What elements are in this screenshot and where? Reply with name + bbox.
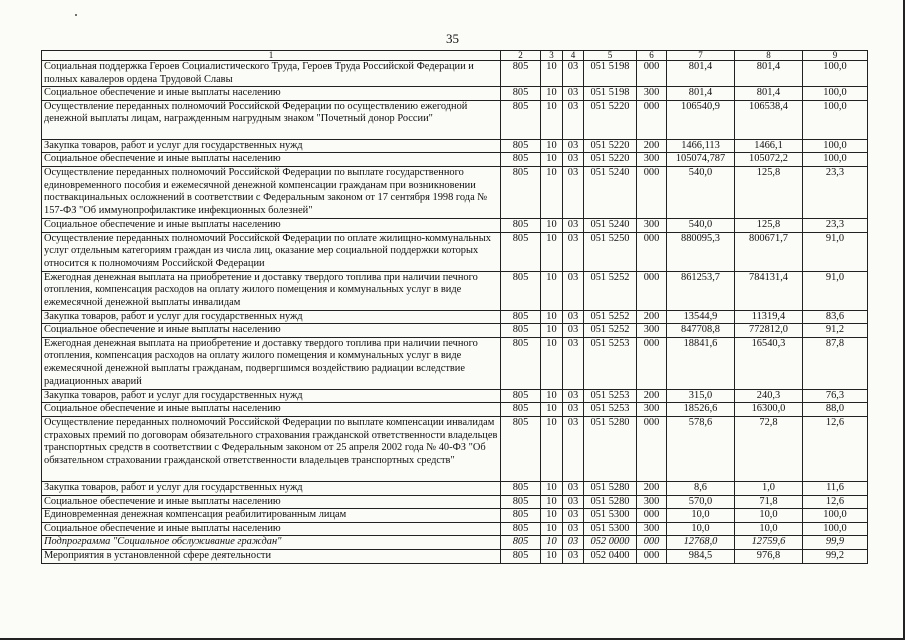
cell-c2: 805 — [501, 271, 541, 310]
cell-c9: 12,6 — [803, 416, 868, 481]
cell-c8: 10,0 — [735, 522, 803, 536]
cell-c5: 051 5220 — [584, 153, 637, 167]
cell-c8: 784131,4 — [735, 271, 803, 310]
cell-c6: 300 — [637, 403, 667, 417]
col-header: 5 — [584, 51, 637, 61]
cell-c8: 976,8 — [735, 549, 803, 563]
cell-c2: 805 — [501, 416, 541, 481]
cell-c6: 000 — [637, 232, 667, 271]
cell-c9: 91,2 — [803, 324, 868, 338]
table-row — [42, 166, 868, 218]
cell-c4: 03 — [563, 271, 584, 310]
cell-c5: 051 5220 — [584, 139, 637, 153]
row-label: Социальное обеспечение и иные выплаты населению — [42, 403, 501, 417]
cell-c7: 861253,7 — [667, 271, 735, 310]
cell-c3: 10 — [541, 337, 563, 389]
cell-c4: 03 — [563, 100, 584, 139]
cell-c3: 10 — [541, 139, 563, 153]
cell-c7: 18841,6 — [667, 337, 735, 389]
cell-c4: 03 — [563, 536, 584, 550]
cell-c2: 805 — [501, 403, 541, 417]
cell-c2: 805 — [501, 509, 541, 523]
row-label: Ежегодная денежная выплата на приобретение и доставку твердого топлива при наличии печного отопления, компенсация расходов на оплату жилого помещения и коммунальных услуг в виде ежемесячной денежной выплаты гражданам, подвергшимся воздействию радиации вследствие радиационных аварий — [42, 337, 501, 389]
cell-c3: 10 — [541, 324, 563, 338]
cell-c6: 300 — [637, 87, 667, 101]
cell-c6: 300 — [637, 153, 667, 167]
table-row — [42, 337, 868, 389]
cell-c4: 03 — [563, 416, 584, 481]
cell-c7: 13544,9 — [667, 310, 735, 324]
table-row — [42, 495, 868, 509]
row-label: Социальное обеспечение и иные выплаты населению — [42, 218, 501, 232]
cell-c5: 051 5252 — [584, 310, 637, 324]
col-header: 3 — [541, 51, 563, 61]
table-row — [42, 522, 868, 536]
cell-c9: 12,6 — [803, 495, 868, 509]
cell-c7: 8,6 — [667, 481, 735, 495]
cell-c6: 000 — [637, 509, 667, 523]
table-row — [42, 61, 868, 87]
table-body — [42, 61, 868, 564]
cell-c2: 805 — [501, 310, 541, 324]
row-label: Закупка товаров, работ и услуг для государственных нужд — [42, 310, 501, 324]
col-header: 6 — [637, 51, 667, 61]
table-row — [42, 310, 868, 324]
cell-c7: 570,0 — [667, 495, 735, 509]
cell-c3: 10 — [541, 100, 563, 139]
cell-c8: 16540,3 — [735, 337, 803, 389]
cell-c7: 847708,8 — [667, 324, 735, 338]
cell-c2: 805 — [501, 139, 541, 153]
cell-c3: 10 — [541, 495, 563, 509]
cell-c5: 051 5252 — [584, 271, 637, 310]
cell-c4: 03 — [563, 218, 584, 232]
cell-c6: 000 — [637, 416, 667, 481]
cell-c3: 10 — [541, 416, 563, 481]
cell-c4: 03 — [563, 87, 584, 101]
row-label: Осуществление переданных полномочий Российской Федерации по оплате жилищно-коммунальных услуг отдельным категориям граждан из числа лиц, оказание мер социальной поддержки которых относится к полномочиям Российской Федерации — [42, 232, 501, 271]
col-header: 7 — [667, 51, 735, 61]
cell-c2: 805 — [501, 389, 541, 403]
cell-c4: 03 — [563, 61, 584, 87]
cell-c7: 880095,3 — [667, 232, 735, 271]
table-row — [42, 549, 868, 563]
cell-c3: 10 — [541, 87, 563, 101]
cell-c2: 805 — [501, 481, 541, 495]
cell-c3: 10 — [541, 522, 563, 536]
cell-c6: 000 — [637, 61, 667, 87]
cell-c2: 805 — [501, 324, 541, 338]
table-row — [42, 536, 868, 550]
cell-c5: 051 5252 — [584, 324, 637, 338]
cell-c9: 91,0 — [803, 271, 868, 310]
row-label: Закупка товаров, работ и услуг для государственных нужд — [42, 389, 501, 403]
cell-c3: 10 — [541, 61, 563, 87]
table-row — [42, 87, 868, 101]
cell-c3: 10 — [541, 153, 563, 167]
row-label: Закупка товаров, работ и услуг для государственных нужд — [42, 481, 501, 495]
cell-c9: 100,0 — [803, 139, 868, 153]
cell-c5: 051 5220 — [584, 100, 637, 139]
cell-c5: 052 0000 — [584, 536, 637, 550]
cell-c2: 805 — [501, 153, 541, 167]
cell-c7: 1466,113 — [667, 139, 735, 153]
cell-c3: 10 — [541, 536, 563, 550]
cell-c7: 315,0 — [667, 389, 735, 403]
cell-c5: 051 5280 — [584, 416, 637, 481]
cell-c8: 801,4 — [735, 87, 803, 101]
cell-c6: 000 — [637, 536, 667, 550]
cell-c2: 805 — [501, 166, 541, 218]
cell-c3: 10 — [541, 310, 563, 324]
col-header: 1 — [42, 51, 501, 61]
row-label: Закупка товаров, работ и услуг для государственных нужд — [42, 139, 501, 153]
table-row — [42, 403, 868, 417]
cell-c7: 10,0 — [667, 522, 735, 536]
cell-c3: 10 — [541, 232, 563, 271]
cell-c9: 76,3 — [803, 389, 868, 403]
cell-c4: 03 — [563, 389, 584, 403]
cell-c9: 100,0 — [803, 509, 868, 523]
cell-c9: 23,3 — [803, 218, 868, 232]
row-label: Осуществление переданных полномочий Российской Федерации по выплате компенсации инвалидам страховых премий по договорам обязательного страхования гражданской ответственности владельцев транспортных средств в соответствии с Федеральным законом от 25 апреля 2002 года № 40-ФЗ "Об обязательном страховании гражданской ответственности владельцев транспортных средств" — [42, 416, 501, 481]
cell-c2: 805 — [501, 232, 541, 271]
cell-c2: 805 — [501, 536, 541, 550]
cell-c8: 125,8 — [735, 166, 803, 218]
speck — [75, 14, 77, 16]
cell-c9: 100,0 — [803, 61, 868, 87]
table-row — [42, 389, 868, 403]
cell-c9: 99,9 — [803, 536, 868, 550]
cell-c8: 801,4 — [735, 61, 803, 87]
cell-c9: 100,0 — [803, 153, 868, 167]
cell-c5: 051 5300 — [584, 522, 637, 536]
row-label: Социальное обеспечение и иные выплаты населению — [42, 495, 501, 509]
cell-c8: 72,8 — [735, 416, 803, 481]
cell-c8: 800671,7 — [735, 232, 803, 271]
cell-c7: 801,4 — [667, 61, 735, 87]
cell-c7: 10,0 — [667, 509, 735, 523]
cell-c8: 1,0 — [735, 481, 803, 495]
budget-table — [41, 50, 868, 564]
table-row — [42, 509, 868, 523]
table-row — [42, 153, 868, 167]
cell-c4: 03 — [563, 495, 584, 509]
cell-c4: 03 — [563, 324, 584, 338]
cell-c9: 91,0 — [803, 232, 868, 271]
cell-c3: 10 — [541, 218, 563, 232]
cell-c7: 984,5 — [667, 549, 735, 563]
cell-c9: 100,0 — [803, 522, 868, 536]
cell-c9: 83,6 — [803, 310, 868, 324]
cell-c8: 125,8 — [735, 218, 803, 232]
page-number: 35 — [446, 31, 459, 46]
row-label: Ежегодная денежная выплата на приобретение и доставку твердого топлива при наличии печного отопления, компенсация расходов на оплату жилого помещения и коммунальных услуг в виде ежемесячной денежной выплаты инвалидам — [42, 271, 501, 310]
cell-c7: 540,0 — [667, 218, 735, 232]
cell-c6: 000 — [637, 100, 667, 139]
cell-c9: 100,0 — [803, 87, 868, 101]
cell-c8: 1466,1 — [735, 139, 803, 153]
cell-c5: 051 5240 — [584, 166, 637, 218]
cell-c4: 03 — [563, 153, 584, 167]
cell-c9: 88,0 — [803, 403, 868, 417]
cell-c7: 105074,787 — [667, 153, 735, 167]
cell-c3: 10 — [541, 509, 563, 523]
cell-c5: 051 5253 — [584, 389, 637, 403]
cell-c6: 200 — [637, 139, 667, 153]
cell-c6: 300 — [637, 218, 667, 232]
cell-c4: 03 — [563, 549, 584, 563]
table-row — [42, 139, 868, 153]
cell-c7: 540,0 — [667, 166, 735, 218]
cell-c6: 200 — [637, 389, 667, 403]
cell-c4: 03 — [563, 166, 584, 218]
cell-c3: 10 — [541, 549, 563, 563]
table-row — [42, 416, 868, 481]
cell-c4: 03 — [563, 403, 584, 417]
cell-c2: 805 — [501, 549, 541, 563]
cell-c2: 805 — [501, 87, 541, 101]
cell-c6: 200 — [637, 310, 667, 324]
cell-c6: 000 — [637, 166, 667, 218]
cell-c6: 000 — [637, 549, 667, 563]
row-label: Осуществление переданных полномочий Российской Федерации по осуществлению ежегодной денежной выплаты лицам, награжденным нагрудным знаком "Почетный донор России" — [42, 100, 501, 139]
table-row — [42, 271, 868, 310]
cell-c3: 10 — [541, 403, 563, 417]
table-row — [42, 481, 868, 495]
row-label: Социальное обеспечение и иные выплаты населению — [42, 153, 501, 167]
cell-c8: 16300,0 — [735, 403, 803, 417]
cell-c7: 106540,9 — [667, 100, 735, 139]
row-label: Единовременная денежная компенсация реабилитированным лицам — [42, 509, 501, 523]
cell-c5: 051 5253 — [584, 403, 637, 417]
cell-c3: 10 — [541, 389, 563, 403]
cell-c8: 105072,2 — [735, 153, 803, 167]
row-label: Социальное обеспечение и иные выплаты населению — [42, 522, 501, 536]
cell-c6: 300 — [637, 324, 667, 338]
row-label: Мероприятия в установленной сфере деятельности — [42, 549, 501, 563]
cell-c9: 23,3 — [803, 166, 868, 218]
row-label: Осуществление переданных полномочий Российской Федерации по выплате государственного единовременного пособия и ежемесячной денежной компенсации гражданам при возникновении поствакцинальных осложнений в соответствии с Федеральным законом от 17 сентября 1998 года № 157-ФЗ "Об иммунопрофилактике инфекционных болезней" — [42, 166, 501, 218]
cell-c7: 578,6 — [667, 416, 735, 481]
cell-c5: 051 5198 — [584, 61, 637, 87]
cell-c8: 12759,6 — [735, 536, 803, 550]
cell-c7: 18526,6 — [667, 403, 735, 417]
cell-c2: 805 — [501, 522, 541, 536]
cell-c5: 051 5250 — [584, 232, 637, 271]
row-label: Социальное обеспечение и иные выплаты населению — [42, 324, 501, 338]
cell-c5: 051 5280 — [584, 481, 637, 495]
row-label: Социальное обеспечение и иные выплаты населению — [42, 87, 501, 101]
cell-c5: 051 5240 — [584, 218, 637, 232]
cell-c5: 051 5300 — [584, 509, 637, 523]
cell-c6: 300 — [637, 522, 667, 536]
cell-c5: 051 5253 — [584, 337, 637, 389]
cell-c5: 052 0400 — [584, 549, 637, 563]
row-label: Подпрограмма "Социальное обслуживание граждан" — [42, 536, 501, 550]
cell-c6: 000 — [637, 271, 667, 310]
cell-c5: 051 5280 — [584, 495, 637, 509]
cell-c8: 11319,4 — [735, 310, 803, 324]
header-row — [42, 51, 868, 61]
table-row — [42, 218, 868, 232]
cell-c6: 300 — [637, 495, 667, 509]
col-header: 2 — [501, 51, 541, 61]
cell-c7: 12768,0 — [667, 536, 735, 550]
cell-c7: 801,4 — [667, 87, 735, 101]
cell-c4: 03 — [563, 139, 584, 153]
table-row — [42, 100, 868, 139]
cell-c3: 10 — [541, 271, 563, 310]
cell-c4: 03 — [563, 310, 584, 324]
cell-c9: 99,2 — [803, 549, 868, 563]
cell-c4: 03 — [563, 522, 584, 536]
cell-c4: 03 — [563, 481, 584, 495]
cell-c8: 71,8 — [735, 495, 803, 509]
cell-c3: 10 — [541, 166, 563, 218]
cell-c2: 805 — [501, 495, 541, 509]
cell-c5: 051 5198 — [584, 87, 637, 101]
cell-c9: 100,0 — [803, 100, 868, 139]
col-header: 4 — [563, 51, 584, 61]
cell-c8: 106538,4 — [735, 100, 803, 139]
col-header: 8 — [735, 51, 803, 61]
cell-c8: 10,0 — [735, 509, 803, 523]
cell-c4: 03 — [563, 337, 584, 389]
table-row — [42, 324, 868, 338]
cell-c8: 772812,0 — [735, 324, 803, 338]
cell-c2: 805 — [501, 218, 541, 232]
cell-c3: 10 — [541, 481, 563, 495]
table-row — [42, 232, 868, 271]
cell-c9: 87,8 — [803, 337, 868, 389]
cell-c2: 805 — [501, 337, 541, 389]
cell-c2: 805 — [501, 100, 541, 139]
cell-c2: 805 — [501, 61, 541, 87]
col-header: 9 — [803, 51, 868, 61]
row-label: Социальная поддержка Героев Социалистического Труда, Героев Труда Российской Федерации и полных кавалеров ордена Трудовой Славы — [42, 61, 501, 87]
cell-c4: 03 — [563, 509, 584, 523]
cell-c4: 03 — [563, 232, 584, 271]
cell-c6: 200 — [637, 481, 667, 495]
cell-c6: 000 — [637, 337, 667, 389]
cell-c8: 240,3 — [735, 389, 803, 403]
cell-c9: 11,6 — [803, 481, 868, 495]
